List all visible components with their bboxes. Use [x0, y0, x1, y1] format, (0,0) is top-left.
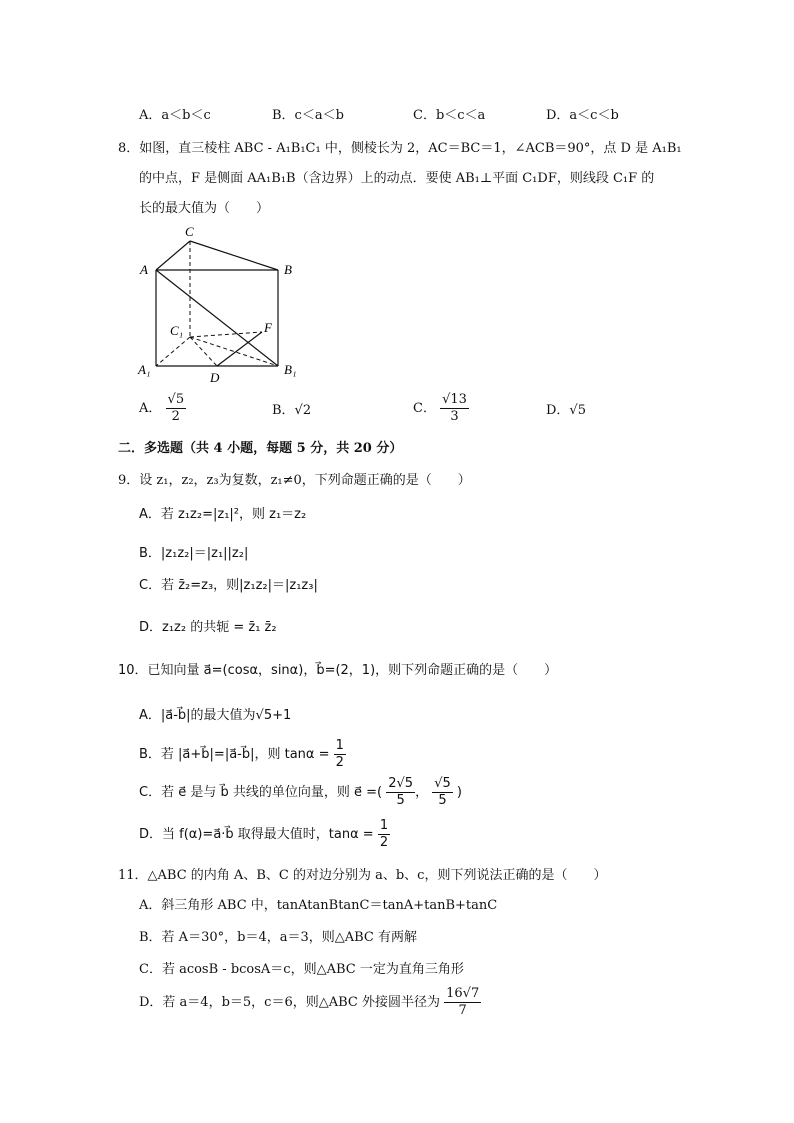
q11-option-d: D．若 a＝4，b＝5，c＝6，则△ABC 外接圆半径为 $\frac{16√7}{7}$	[139, 986, 480, 1018]
label-b1: B₁	[284, 362, 297, 377]
label-d: D	[210, 370, 220, 385]
q8-stem-line3: 长的最大值为（ ）	[139, 201, 270, 216]
q8-stem-line1: 8．如图，直三棱柱 ABC - A₁B₁C₁ 中，侧棱长为 2，AC＝BC＝1，∠ACB＝90°，点 D 是 A₁B₁	[118, 141, 682, 156]
q11-option-a: A．斜三角形 ABC 中，tanAtanBtanC＝tanA+tanB+tanC	[139, 898, 498, 913]
q8-option-d: D．√5	[546, 403, 586, 418]
label-b: B	[284, 262, 292, 277]
label-f: F	[264, 320, 272, 335]
q7-option-b: B．c＜a＜b	[272, 108, 344, 123]
q10-stem: 10．已知向量 a⃗=(cosα，sinα)，b⃗=(2，1)，则下列命题正确的是（ ）	[118, 663, 558, 678]
q8-option-c: C． $\frac{√13}{3}$	[413, 392, 467, 424]
q10-option-c: C．若 e⃗ 是与 b⃗ 共线的单位向量，则 e⃗ =( $\frac{2√5}{5}$ ， $\frac{√5}{5}$ )	[139, 776, 462, 808]
q11-option-b: B．若 A＝30°，b＝4，a＝3，则△ABC 有两解	[139, 930, 417, 945]
q7-option-a: A．a＜b＜c	[139, 108, 211, 123]
label-c1: C₁	[170, 323, 184, 338]
q10-option-d: D．当 f(α)=a⃗·b⃗ 取得最大值时，tanα = $\frac{1}{2}$	[139, 818, 389, 850]
prism-figure	[132, 222, 312, 387]
q8-option-b: B．√2	[272, 403, 312, 418]
q11-stem: 11．△ABC 的内角 A、B、C 的对边分别为 a、b、c，则下列说法正确的是（ ）	[118, 868, 607, 883]
q8-option-a: A． $\frac{√5}{2}$	[139, 392, 185, 424]
q9-option-c: C．若 z̄₂=z₃，则|z₁z₂|＝|z₁z₃|	[139, 578, 318, 593]
section-heading: 二．多选题（共 4 小题，每题 5 分，共 20 分）	[118, 441, 403, 456]
q9-stem: 9．设 z₁，z₂，z₃为复数，z₁≠0，下列命题正确的是（ ）	[118, 473, 471, 488]
q9-option-b: B．|z₁z₂|＝|z₁||z₂|	[139, 546, 249, 561]
q9-option-d: D．z₁z₂ 的共轭 = z̄₁ z̄₂	[139, 620, 277, 635]
q9-option-a: A．若 z₁z₂=|z₁|²，则 z₁＝z₂	[139, 507, 307, 522]
label-a1: A₁	[138, 362, 151, 377]
label-a: A	[140, 262, 148, 277]
q7-option-c: C．b＜c＜a	[413, 108, 486, 123]
q10-option-b: B．若 |a⃗+b⃗|=|a⃗-b⃗|，则 tanα = $\frac{1}{2}$	[139, 738, 344, 770]
q10-option-a: A．|a⃗-b⃗|的最大值为√5+1	[139, 708, 292, 723]
label-c: C	[185, 224, 194, 239]
q7-option-d: D．a＜c＜b	[546, 108, 619, 123]
q8-stem-line2: 的中点，F 是侧面 AA₁B₁B（含边界）上的动点．要使 AB₁⊥平面 C₁DF，则线段 C₁F 的	[139, 171, 655, 186]
q11-option-c: C．若 acosB - bcosA＝c，则△ABC 一定为直角三角形	[139, 962, 464, 977]
